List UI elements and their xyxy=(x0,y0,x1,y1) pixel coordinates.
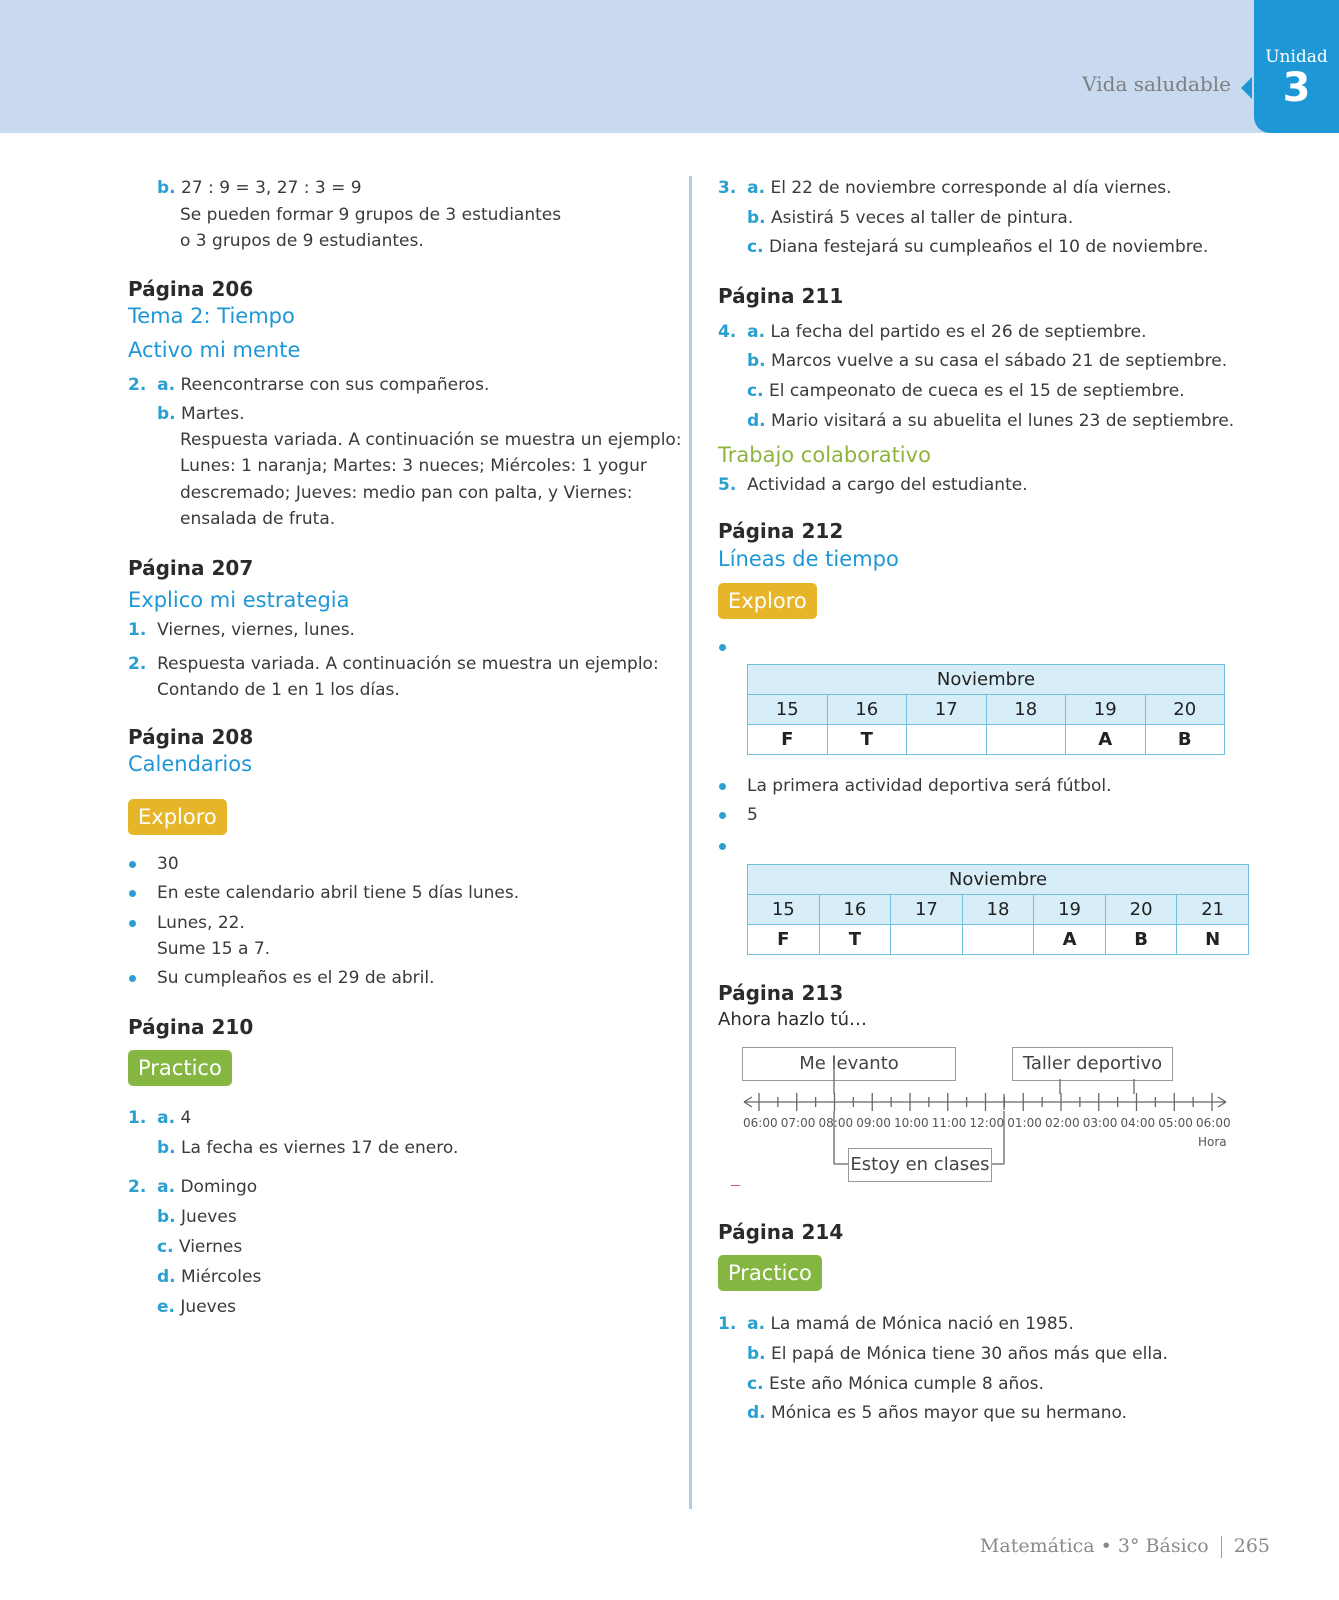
tick-label: 09:00 xyxy=(856,1116,891,1130)
answer-4d: d. Mario visitará a su abuelita el lunes 23 de septiembre. xyxy=(747,411,1235,431)
page-number: 265 xyxy=(1233,1535,1270,1557)
answer-2a: 2. a. Reencontrarse con sus compañeros. xyxy=(128,375,490,395)
unit-word: Unidad xyxy=(1265,47,1328,67)
unit-section-title: Vida saludable xyxy=(1082,72,1231,96)
page-footer xyxy=(980,1535,1270,1558)
table-cell: B xyxy=(1105,925,1177,955)
answer-2b: b. Jueves xyxy=(157,1207,237,1227)
bullet-item: En este calendario abril tiene 5 días lunes. xyxy=(157,883,520,903)
answer-1: 1. Viernes, viernes, lunes. xyxy=(128,620,355,640)
table-cell: A xyxy=(1066,725,1146,755)
section-heading: Activo mi mente xyxy=(128,338,301,362)
answer-1d: d. Mónica es 5 años mayor que su hermano. xyxy=(747,1403,1128,1423)
page-heading-214: Página 214 xyxy=(718,1220,844,1244)
answer-2b-line: Respuesta variada. A continuación se muestra un ejemplo: xyxy=(180,430,682,450)
topic-heading: Calendarios xyxy=(128,752,253,776)
answer-4c: c. El campeonato de cueca es el 15 de septiembre. xyxy=(747,381,1185,401)
timeline-box-estoy-en-clases: Estoy en clases xyxy=(848,1148,992,1182)
tick-label: 10:00 xyxy=(894,1116,929,1130)
answer-2b-line: ensalada de fruta. xyxy=(180,509,336,529)
unit-number: 3 xyxy=(1282,65,1311,111)
table-cell: T xyxy=(819,925,891,955)
bullet-item-line: Sume 15 a 7. xyxy=(157,939,271,959)
tick-label: 03:00 xyxy=(1082,1116,1118,1130)
page-heading-210: Página 210 xyxy=(128,1015,254,1039)
table-cell: 15 xyxy=(748,695,828,725)
table-cell: B xyxy=(1145,725,1225,755)
footer-separator xyxy=(1221,1536,1222,1558)
answer-4b: b. Marcos vuelve a su casa el sábado 21 de septiembre. xyxy=(747,351,1228,371)
answer-1a: 1. a. 4 xyxy=(128,1108,192,1128)
tick-label: 07:00 xyxy=(780,1116,816,1130)
tick-label: 12:00 xyxy=(969,1116,1005,1130)
table-cell: 18 xyxy=(962,895,1034,925)
table-cell: A xyxy=(1034,925,1106,955)
section-heading: Trabajo colaborativo xyxy=(718,443,931,467)
bullet-item: Su cumpleaños es el 29 de abril. xyxy=(157,968,435,988)
bullet-item: 30 xyxy=(157,854,179,874)
arrow-right-icon xyxy=(1218,1097,1226,1102)
answer-b-line: Se pueden formar 9 grupos de 3 estudiantes xyxy=(180,205,562,225)
table-cell: 17 xyxy=(907,695,987,725)
timeline-box-taller-deportivo: Taller deportivo xyxy=(1012,1047,1173,1081)
axis-label: Hora xyxy=(1198,1135,1227,1149)
timeline-box-me-levanto: Me levanto xyxy=(742,1047,956,1081)
answer-2a: 2. a. Domingo xyxy=(128,1177,258,1197)
page-heading-208: Página 208 xyxy=(128,725,254,749)
answer-4a: 4. a. La fecha del partido es el 26 de septiembre. xyxy=(718,322,1147,342)
answer-2b-line: descremado; Jueves: medio pan con palta, y Viernes: xyxy=(180,483,633,503)
answer-3b: b. Asistirá 5 veces al taller de pintura. xyxy=(747,208,1074,228)
tick-label: 05:00 xyxy=(1158,1116,1193,1130)
tick-label: 04:00 xyxy=(1120,1116,1156,1130)
subtitle: Ahora hazlo tú… xyxy=(718,1009,867,1030)
table-cell: N xyxy=(1177,925,1249,955)
answer-5: 5. Actividad a cargo del estudiante. xyxy=(718,475,1028,495)
answer-1c: c. Este año Mónica cumple 8 años. xyxy=(747,1374,1044,1394)
table-cell: T xyxy=(827,725,907,755)
page-heading-212: Página 212 xyxy=(718,519,844,543)
arrow-right-icon xyxy=(1218,1102,1226,1107)
practico-badge: Practico xyxy=(128,1050,232,1086)
table-cell: 20 xyxy=(1145,695,1225,725)
table-cell: 21 xyxy=(1177,895,1249,925)
answer-2: 2. Respuesta variada. A continuación se muestra un ejemplo: xyxy=(128,654,659,674)
table-cell: F xyxy=(748,925,820,955)
table-cell: 18 xyxy=(986,695,1066,725)
answer-2e: e. Jueves xyxy=(157,1297,237,1317)
tick-label: 06:00 xyxy=(743,1116,778,1130)
tick-label: 01:00 xyxy=(1007,1116,1042,1130)
answer-2c: c. Viernes xyxy=(157,1237,243,1257)
table-cell: 17 xyxy=(891,895,963,925)
page-heading-213: Página 213 xyxy=(718,981,844,1005)
tick-label: 06:00 xyxy=(1196,1116,1231,1130)
answer-2-line: Contando de 1 en 1 los días. xyxy=(157,680,400,700)
tick-label: 11:00 xyxy=(931,1116,967,1130)
answer-2d: d. Miércoles xyxy=(157,1267,262,1287)
answer-b: b. 27 : 9 = 3, 27 : 3 = 9 xyxy=(157,178,362,198)
bullet-item: 5 xyxy=(747,805,758,825)
table-month: Noviembre xyxy=(748,865,1249,895)
answer-3a: 3. a. El 22 de noviembre corresponde al día viernes. xyxy=(718,178,1172,198)
answer-b-line: o 3 grupos de 9 estudiantes. xyxy=(180,231,424,251)
answer-2b-line: Lunes: 1 naranja; Martes: 3 nueces; Miércoles: 1 yogur xyxy=(180,456,647,476)
exploro-badge: Exploro xyxy=(128,799,227,835)
table-month: Noviembre xyxy=(748,665,1225,695)
answer-1a: 1. a. La mamá de Mónica nació en 1985. xyxy=(718,1314,1074,1334)
table-cell: 16 xyxy=(819,895,891,925)
page-heading-207: Página 207 xyxy=(128,556,254,580)
page-heading-206: Página 206 xyxy=(128,277,254,301)
topic-heading: Líneas de tiempo xyxy=(718,547,899,571)
table-cell: 20 xyxy=(1105,895,1177,925)
exploro-badge: Exploro xyxy=(718,583,817,619)
red-mark xyxy=(731,1185,740,1186)
practico-badge: Practico xyxy=(718,1255,822,1291)
table-cell: 19 xyxy=(1034,895,1106,925)
table-cell: F xyxy=(748,725,828,755)
topic-heading: Tema 2: Tiempo xyxy=(128,304,295,328)
answer-1b: b. El papá de Mónica tiene 30 años más que ella. xyxy=(747,1344,1168,1364)
bullet-item: Lunes, 22. xyxy=(157,913,245,933)
table-cell: 19 xyxy=(1066,695,1146,725)
table-cell: 15 xyxy=(748,895,820,925)
arrow-left-icon xyxy=(744,1097,752,1102)
tick-label: 08:00 xyxy=(818,1116,854,1130)
answer-3c: c. Diana festejará su cumpleaños el 10 de noviembre. xyxy=(747,237,1209,257)
bullet-item: La primera actividad deportiva será fútbol. xyxy=(747,776,1112,796)
section-heading: Explico mi estrategia xyxy=(128,588,350,612)
book-title: Matemática • 3° Básico xyxy=(979,1535,1209,1557)
arrow-left-icon xyxy=(744,1102,752,1107)
answer-2b: b. Martes. xyxy=(157,404,245,424)
table-cell: 16 xyxy=(827,695,907,725)
tick-label: 02:00 xyxy=(1045,1116,1080,1130)
page-heading-211: Página 211 xyxy=(718,284,844,308)
answer-1b: b. La fecha es viernes 17 de enero. xyxy=(157,1138,459,1158)
